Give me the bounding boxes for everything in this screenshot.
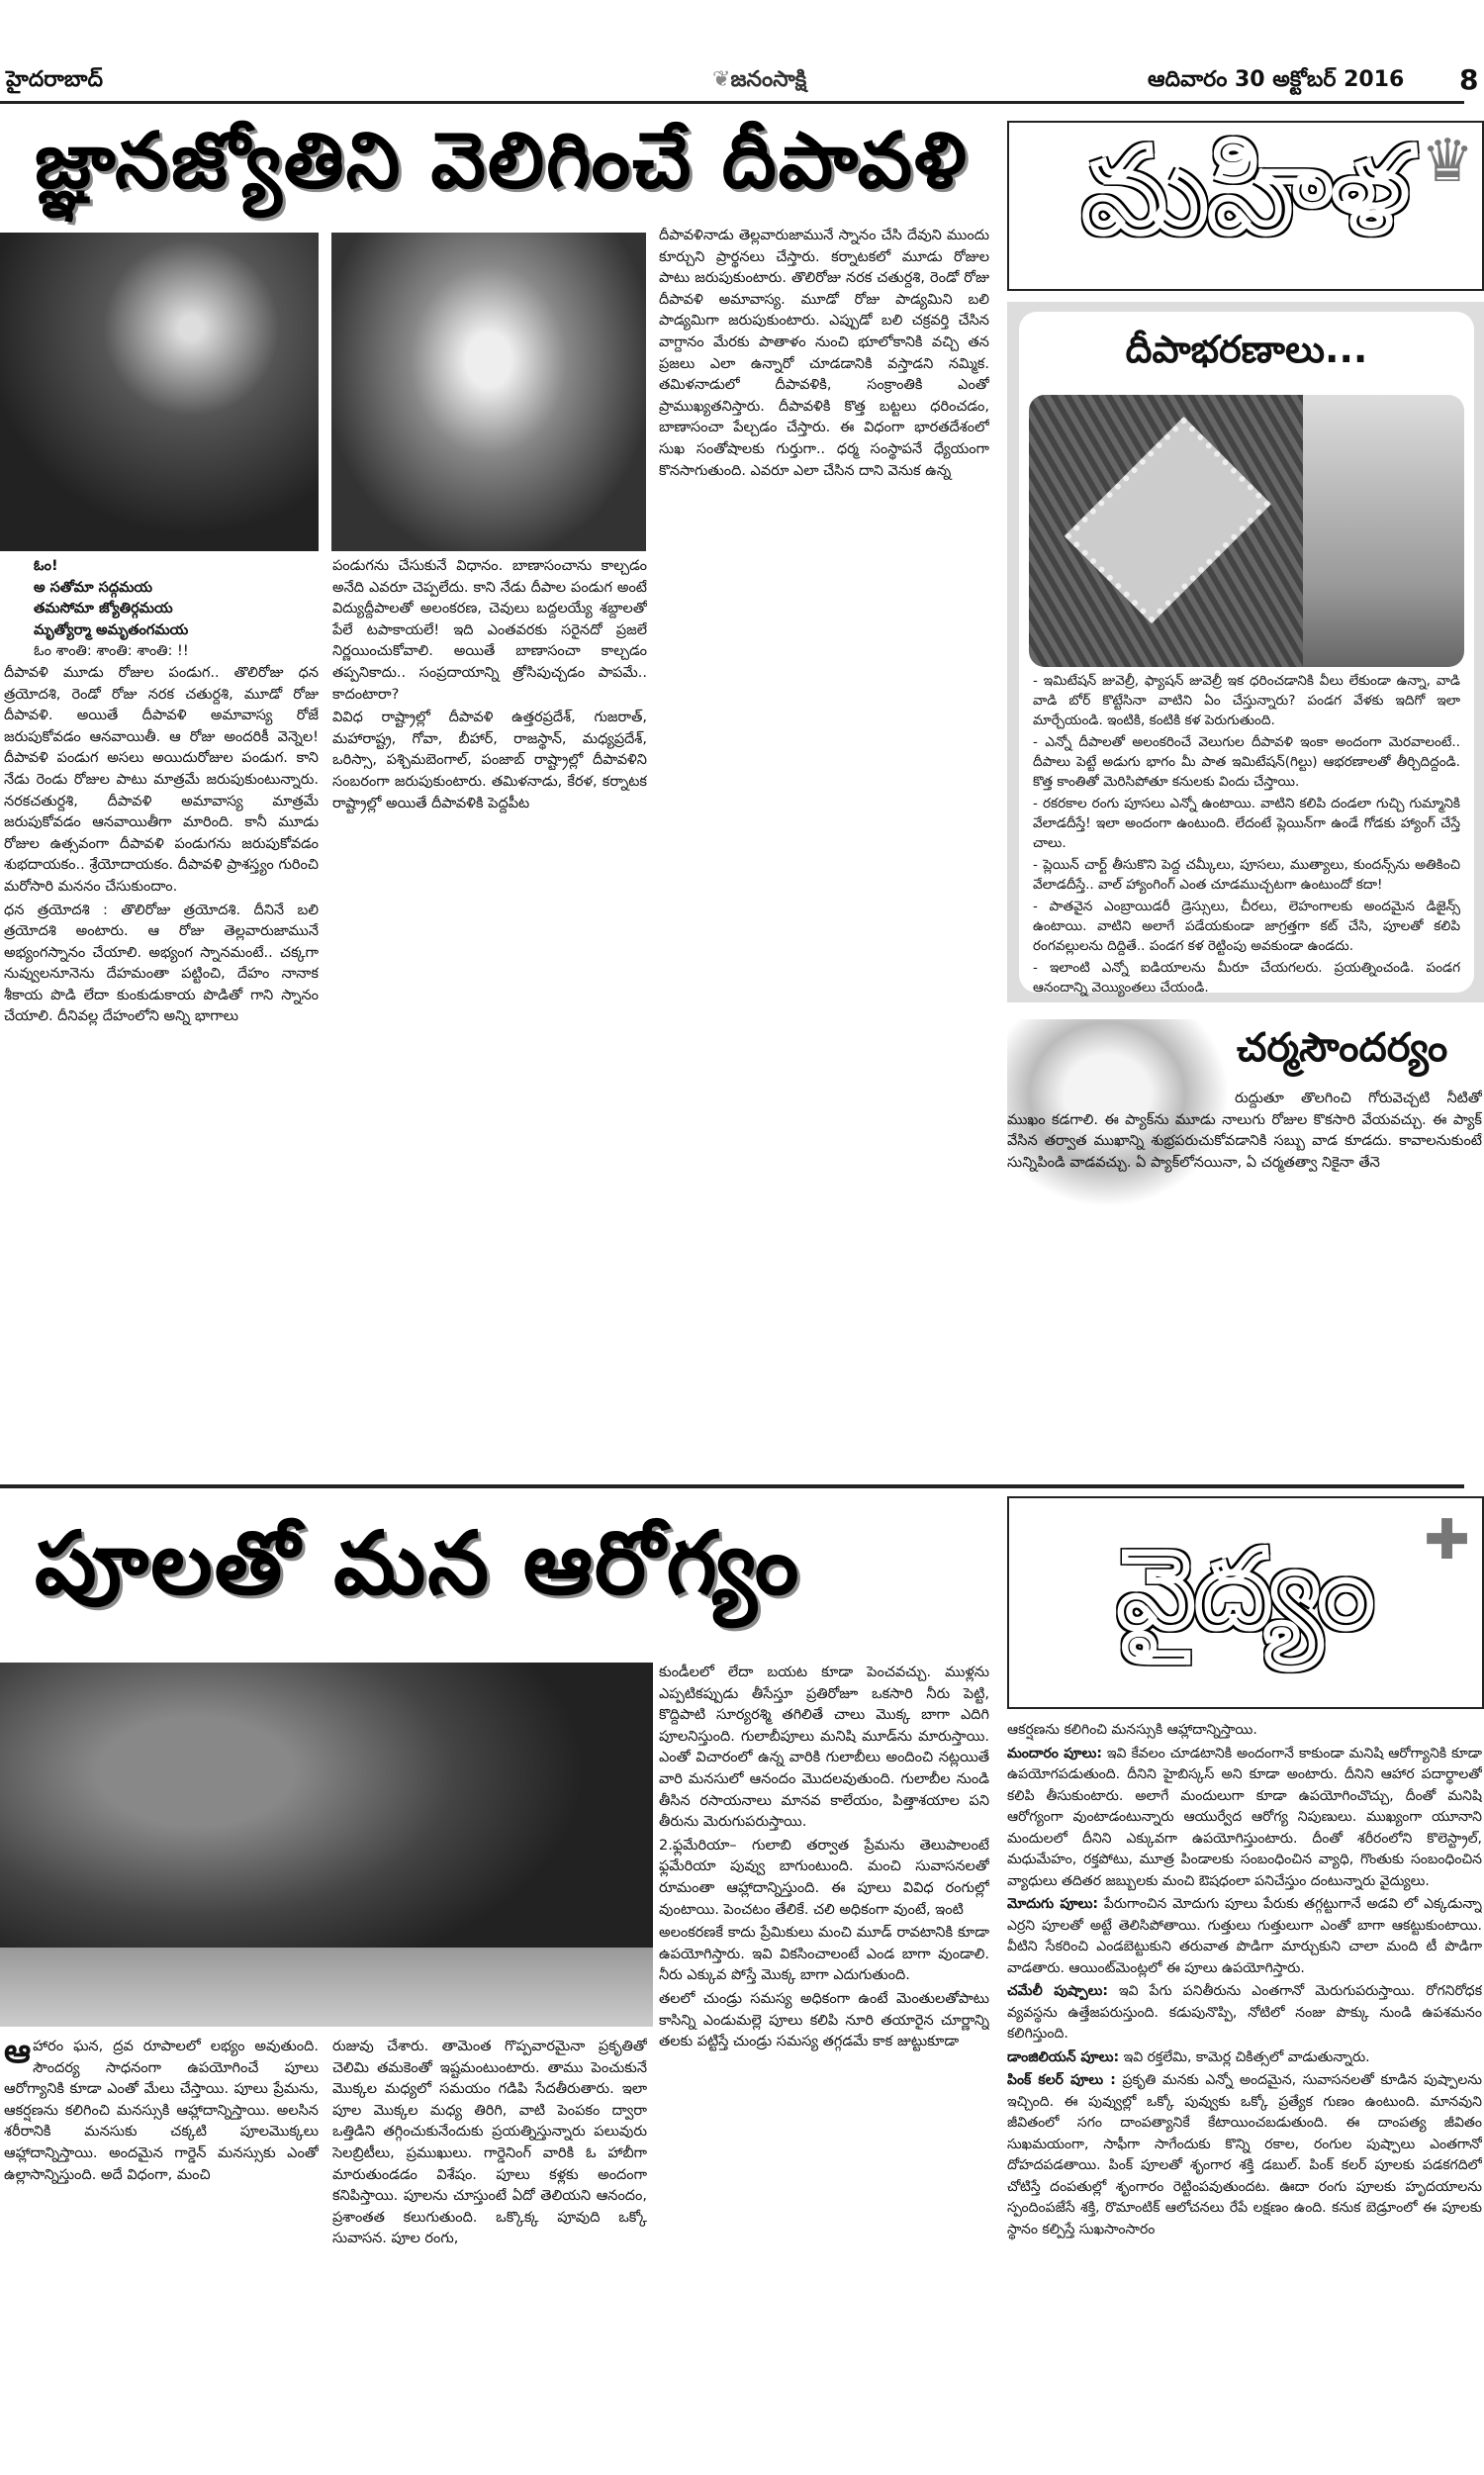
flower-item (1007, 2047, 1482, 2069)
bullet-item: - ఇలాంటి ఎన్నో ఐడియాలను మీరూ చేయగలరు. ప్రయత్నించండి. పండగ ఆనందాన్ని వెయ్యింతలు చేయండి. (1033, 960, 1460, 996)
paragraph: దీపావళినాడు తెల్లవారుజామునే స్నానం చేసి దేవుని ముందు కూర్చుని ప్రార్థనలు చేస్తారు. కర్నాటకలో మూడు రోజుల పాటు జరుపుకుంటారు. తొలిరోజు నరక చతుర్దశి, రెండో రోజు దీపావళి అమావాస్య. మూడో రోజు పాడ్యమిని బలి పాడ్యమిగా జరుపుకుంటారు. ఎప్పుడో బలి చక్రవర్తి చేసిన వాగ్దానం మేరకు పాతాళం నుంచి భూలోకానికి వచ్చి తన ప్రజలు ఎలా ఉన్నారో చూడడానికి వస్తాడని నమ్మిక. తమిళనాడులో దీపావళికి, సంక్రాంతికి ఎంతో ప్రాముఖ్యతనిస్తారు. దీపావళికి కొత్త బట్టలు ధరించడం, బాణాసంచా పేల్చడం చేస్తారు. ఈ విధంగా భారతదేశంలో సుఖ సంతోషాలకు గుర్తుగా.. ధర్మ సంస్థాపనే ధ్యేయంగా కొనసాగుతుంది. ఎవరూ ఎలా చేసిన దాని వెనుక ఉన్న (659, 228, 989, 479)
diwali-column-1 (4, 556, 319, 1467)
item-text: ఇవి పేగు పనితీరును ఎంతగానో మెరుగుపరుస్తాయి. రోగనిరోధక వ్యవస్థను ఉత్తేజపరుస్తుంది. కడుపునొప్పి, నోటిలో నంజు పొక్కు నుండి ఉపశమనం కలిగిస్తుంది. (1007, 1983, 1482, 2042)
paragraph: ధన త్రయోదశి : తొలిరోజు త్రయోదశి. దీనినే బలి త్రయోదశి అంటారు. ఆ రోజు తెల్లవారుజామునే అభ్యంగస్నానం చేయాలి. అభ్యంగ స్నానమంటే.. చక్కగా నువ్వులనూనెను దేహమంతా పట్టించి, దేహం నానాక శీకాయ పొడి లేదా కుంకుడుకాయ పొడితో గాని స్నానం చేయాలి. దీనివల్ల దేహంలోని అన్ని భాగాలు (4, 902, 319, 1025)
skin-text: రుద్దుతూ తొలగించి గోరువెచ్చటి నీటితో ముఖం కడగాలి. ఈ ప్యాక్‌ను మూడు నాలుగు రోజుల కొకసారి వేయవచ్చు. ఈ ప్యాక్ వేసిన తర్వాత ముఖాన్ని శుభ్రపరుచుకోవడానికి సబ్బు వాడ కూడదు. కావాలనుకుంటే సున్నిపిండి వాడవచ్చు. ఏ ప్యాక్‌లోనయినా, ఏ చర్మతత్వా నికైనా తేనె (1007, 1091, 1482, 1171)
verse-line: మృత్యోర్మా అమృతంగమయ (34, 621, 189, 638)
flowers-headline: పూలతో మన ఆరోగ్యం (35, 1512, 801, 1614)
bullet-item: - ఇమిటేషన్ జువెల్రీ, ఫ్యాషన్ జువెల్రీ ఇక ధరించడానికి వీలు లేకుండా ఉన్నా, వాడి వాడి బోర్ కొట్టేసినా వాటిని ఏం చేస్తున్నారు? పండగ వేళకు ఇదిగో ఇలా మార్చేయండి. ఇంటికి, కంటికి కళ పెరుగుతుంది. (1033, 673, 1460, 728)
flower-item (1007, 1981, 1482, 2046)
bullet-item: - రకరకాల రంగు పూసలు ఎన్నో ఉంటాయి. వాటిని కలిపి దండలా గుచ్చి గుమ్మానికి వేలాడదీస్తే! ఇలా అందంగా ఉంటుంది. లేదంటే ప్లెయిన్‌గా ఉండే గోడకు హ్యాంగ్ చేస్తే చాలు. (1033, 796, 1460, 851)
paragraph (659, 1836, 989, 1921)
bullet-item: - ప్లెయిన్ చార్ట్ తీసుకొని పెద్ద చమ్కీలు, పూసలు, ముత్యాలు, కుందన్స్‌ను అతికించి వేలాడదీస్తే.. వాల్ హ్యాంగింగ్ ఎంత చూడముచ్చటగా ఉంటుందో కదా! (1033, 857, 1460, 893)
item-text: ఇవి రక్తలేమి, కామెర్ల చికిత్సలో వాడుతున్నారు. (1123, 2048, 1370, 2065)
paragraph: కుండీలలో లేదా బయట కూడా పెంచవచ్చు. ముళ్లను ఎప్పటికప్పుడు తీసేస్తూ ప్రతిరోజూ ఒకసారి నీరు పెట్టి, కొద్దిపాటి సూర్యరశ్మి తగిలితే చాలు మొక్క బాగా ఎదిగి పూలనిస్తుంది. గులాబీపూలు మనిషి మూడ్‌ను మారుస్తాయి. ఎంతో విచారంలో ఉన్న వారికి గులాబీలు అందించి నట్లయితే వారి మనసులో ఆనందం మొదలవుతుంది. గులాబీల నుండి తీసిన రసాయనాలు మానవ కాలేయం, పిత్తాశయాల పని తీరును మెరుగుపరుస్తాయి. (659, 1665, 989, 1831)
item-text: ప్రకృతి మనకు ఎన్నో అందమైన, సువాసనలతో కూడిన పుష్పాలను ఇచ్చింది. ఈ పువ్వుల్లో ఒక్కో పువ్వుకు ఒక్కో ప్రత్యేక గుణం ఉంటుంది. మానవుని జీవితంలో సగం దాంపత్యానికే కేటాయించబడుతుంది. ఈ దాంపత్య జీవితం సుఖమయంగా, సాఫీగా సాగేందుకు కొన్ని రకాల, రంగుల పుష్పాలు ఎంతగానో దోహదపడతాయి. పింక్ పూలతో శృంగార శక్తి డబుల్. పింక్ కలర్ పూలకు పడకగదిలో చోటిస్తే దంపతుల్లో శృంగారం రెట్టింపవుతుందట. ఊదా రంగు పూలకు హృదయాలను స్పందింపజేసే శక్తి, రొమాంటిక్ ఆలోచనలు రేపే లక్షణం ఉంది. కనుక బెడ్రూంలో ఈ పూలకు స్థానం కల్పిస్తే సుఖసాంసారం (1007, 2072, 1482, 2237)
paragraph: వివిధ రాష్ట్రాల్లో దీపావళి ఉత్తరప్రదేశ్, గుజరాత్, మహారాష్ట్ర, గోవా, బీహార్, రాజస్థాన్, మధ్యప్రదేశ్, ఒరిస్సా, పశ్చిమబెంగాల్, పంజాబ్ రాష్ట్రాల్లో దీపావళిని సంబరంగా జరుపుకుంటారు. తమిళనాడు, కేరళ, కర్నాటక రాష్ట్రాల్లో అయితే దీపావళికి పెద్దపీట (332, 710, 647, 811)
paragraph: దీపావళి మూడు రోజుల పండుగ.. తొలిరోజు ధన త్రయోదశి, రెండో రోజు నరక చతుర్దశి, మూడో రోజు దీపావళి. అయితే దీపావళి అమావాస్య రోజే జరుపుకోవడం ఆనవాయితీ. ఆ రోజు అందరికీ వెన్నెల! దీపావళి పండుగ అసలు అయిదురోజుల పండుగ. కాని నేడు రెండు రోజుల పాటు మాత్రమే జరుపుకుంటున్నారు. నరకచతుర్దశి, దీపావళి అమావాస్య మాత్రమే జరుపుకోవడం ఆనవాయితీగా మారింది. కానీ మూడు రోజుల ఉత్సవంగా దీపావళి పండుగను జరుపుకోవడం శుభదాయకం.. శ్రేయోదాయకం. దీపావళి ప్రాశస్త్యం గురించి మరోసారి మననం చేసుకుందాం. (4, 664, 319, 895)
deepabharanalu-heading: దీపాభరణాలు... (1125, 328, 1368, 371)
vaidyam-text (1007, 1720, 1482, 2472)
flower-item (1007, 2070, 1482, 2240)
flowers-column-1 (4, 2037, 319, 2472)
verse-line: అ సతోమా సద్గమయ (34, 579, 153, 596)
verse-line: ఓం! (34, 558, 58, 574)
item-text: పేరుగాంచిన మోదుగు పూలు పేరుకు తగ్గట్టుగానే అడవి లో ఎక్కడున్నా ఎర్రని పూలతో అట్టే తెలిసిపోతాయి. గుత్తులు గుత్తులుగా ఎంతో బాగా ఆకట్టుకుంటాయి. వీటిని సేకరించి ఎండబెట్టుకుని తరువాత పొడిగా మార్చుకుని చాలా మంది టీ పొడిగా వాడతారు. ఆయింట్‌మెంట్లలో ఈ పూలు ఉపయోగిస్తారు. (1007, 1896, 1482, 1976)
header-rule (0, 101, 1464, 104)
paragraph: పండుగను చేసుకునే విధానం. బాణాసంచాను కాల్చడం అనేది ఎవరూ చెప్పలేదు. కాని నేడు దీపాల పండుగ అంటే విద్యుద్దీపాలతో అలంకరణ, చెవులు బద్దలయ్యే శబ్దాలతో పేలే టపాకాయలే! ఇది ఎంతవరకు సరైనదో ప్రజలే నిర్ణయించుకోవాలి. అయితే బాణాసంచా కాల్చడం తప్పనికాదు.. సంప్రదాయాన్ని త్రోసిపుచ్చడం పాపమే.. కాదంటారా? (332, 558, 647, 703)
paragraph: హారం ఘన, ద్రవ రూపాలలో లభ్యం అవుతుంది. సౌందర్య సాధనంగా ఉపయోగించే పూలు ఆరోగ్యానికి కూడా ఎంతో మేలు చేస్తాయి. పూలు ప్రేమను, ఆకర్షణను కలిగించి మనస్సుకి ఆహ్లాదాన్నిస్తాయి. అలసిన శరీరానికి మనసుకు చక్కటి పూలమొక్కలు ఆహ్లాదాన్నిస్తాయి. అందమైన గార్డెన్ మనస్సుకు ఎంతో ఉల్లాసాన్నిస్తుంది. అదే విధంగా, మంచి (4, 2039, 319, 2183)
page-number: 8 (1459, 63, 1479, 96)
item-title: మోదుగు పూలు: (1007, 1896, 1099, 1912)
item-title: మందారం పూలు: (1007, 1745, 1102, 1761)
item-text: ఇవి కేవలం చూడటానికి అందంగానే కాకుండా మనిషి ఆరోగ్యానికి కూడా ఉపయోగపడుతుంది. దీనిని హైబిస్కస్ అని కూడా అంటారు. దీనిని ఆహార పదార్థాలతో కలిపి తీసుకుంటారు. అలాగే మందులుగా కూడా ఉపయోగించొచ్చు, దీంతో మనిషి ఆరోగ్యంగా వుంటాడంటున్నారు ఆయుర్వేద ఆరోగ్య నిపుణులు. ముఖ్యంగా యూనాని మందులలో దీనిని ఎక్కువగా ఉపయోగిస్తుంటారు. దీంతో శరీరంలోని కొలెస్ట్రాల్, మధుమేహం, రక్తపోటు, మూత్ర పిండాలకు సంబంధించిన వ్యాధి, గొంతుకు సంబంధించిన వ్యాధులు తదితర జబ్బులకు మంచి ఔషధంలా పనిచేస్తుం దంటున్నారు వైద్యులు. (1007, 1745, 1482, 1889)
paper-name: జనంసాక్షి (730, 67, 807, 92)
paragraph: అలంకరణకే కాదు ప్రేమికులు మంచి మూడ్ రావటానికి కూడా ఉపయోగిస్తారు. ఇవి వికసించాలంటే ఎండ బాగా వుండాలి. నీరు ఎక్కువ పోస్తే మొక్క బాగా ఎదుగుతుంది. (659, 1925, 989, 1984)
item-title: చమేలీ పుష్పాలు: (1007, 1983, 1108, 1999)
item-title: పింక్ కలర్ పూలు : (1007, 2072, 1116, 2088)
flower-item (1007, 1744, 1482, 1893)
masthead-city: హైదరాబాద్ (6, 67, 103, 92)
bullet-item: - ఎన్నో దీపాలతో అలంకరించే వెలుగుల దీపావళి ఇంకా అందంగా మెరవాలంటే.. దీపాలు పెట్టే అడుగు భాగం మీ పాత ఇమిటేషన్(గిల్టు) ఆభరణాలతో తీర్చిదిద్దండి. కొత్త కాంతితో మెరిసిపోతూ కనులకు విందు చేస్తాయి. (1033, 734, 1460, 790)
verse-line: ఓం శాంతి: శాంతి: శాంతి: !! (34, 643, 189, 660)
diwali-column-3 (659, 226, 989, 1467)
lakshmi-diyas-image (331, 233, 646, 551)
mahila-logo-text: మహిళ (1082, 123, 1409, 260)
bullet-item: - పాతవైన ఎంబ్రాయిడరీ డ్రెస్సులు, చీరలు, లెహంగాలకు అందమైన డిజైన్స్ ఉంటాయి. వాటిని అలాగే పడేయకుండా జాగ్రత్తగా కట్ చేసి, పూలతో కలిపి రంగవల్లులను దిద్దితే.. పండగ కళ రెట్టింపు అవకుండా ఉండదు. (1033, 899, 1460, 954)
medical-kit-icon: ✚ (1424, 1508, 1470, 1572)
flowers-column-2: రుజువు చేశారు. తామెంత గొప్పవారమైనా ప్రకృతితో చెలిమి తమకెంతో ఇష్టమంటుంటారు. తాము పెంచుకునే మొక్కల మధ్యలో సమయం గడిపి సేదతీరుతారు. ఇలా పూల మొక్కల మధ్య తిరిగి, వాటి పెంపకం ద్వారా ఒత్తిడిని తగ్గించుకునేందుకు ప్రయత్నిస్తున్నారు పలువురు సెలబ్రిటీలు, ప్రముఖులు. గార్డెనింగ్ వారికి ఓ హాబీగా మారుతుండడం విశేషం. పూలు కళ్లకు అందంగా కనిపిస్తాయి. పూలను చూస్తుంటే ఏదో తెలియని ఆనందం, ప్రశాంతత కలుగుతుంది. ఒక్కొక్క పూవుది ఒక్కో సువాసన. పూల రంగు, (332, 2039, 647, 2247)
deepabharanalu-panel (1007, 302, 1484, 1002)
skin-heading: చర్మసౌందర్యం (1237, 1025, 1448, 1071)
section-rule (0, 1484, 1464, 1488)
vaidyam-logo-text: వైద్యం (1117, 1525, 1374, 1653)
mahila-section-logo (1007, 121, 1484, 291)
leaf-icon: ❦ (712, 67, 731, 92)
sanskrit-verse (4, 556, 319, 663)
item-title: డాంజిలియన్ పూలు: (1007, 2048, 1120, 2065)
vaidyam-section-logo (1007, 1496, 1484, 1709)
subsection-text: 2.ఫ్లమేరియా– గులాబి తర్వాత ప్రేమను తెలుపాలంటే ఫ్లమేరియా పువ్వు బాగుంటుంది. మంచి సువాసనలతో రూమంతా ఆహ్లాదాన్నిస్తుంది. ఈ పూలు వివిధ రంగుల్లో వుంటాయి. పెంచటం తేలికే. చలి అధికంగా వుంటే, ఇంటి (659, 1837, 989, 1918)
paragraph: ఆకర్షణను కలిగించి మనస్సుకి ఆహ్లాదాన్నిస్తాయి. (1007, 1722, 1257, 1738)
bell-hanging-image (1303, 395, 1464, 667)
garden-woman-image (0, 1663, 653, 2027)
jewelry-diya-image (1029, 395, 1303, 667)
crown-icon: ♛ (1421, 127, 1474, 196)
paragraph: తలలో చుండ్రు సమస్య అధికంగా ఉంటే మెంతులతోపాటు కాసిన్ని ఎండుమల్లె పూలు కలిపి నూరి తయారైన చూర్ణాన్ని తలకు పట్టిస్తే చుండ్రు సమస్య తగ్గడమే కాక జుట్టుకూడా (659, 1990, 989, 2050)
masthead-date: ఆదివారం 30 అక్టోబర్ 2016 (1148, 67, 1405, 92)
drop-cap: ఆ (4, 2037, 32, 2071)
verse-line: తమసోమా జ్యోతిర్గమయ (34, 601, 173, 618)
diwali-column-2 (332, 556, 647, 1467)
fireworks-image (0, 233, 319, 551)
diwali-headline: జ్ఞానజ్యోతిని వెలిగించే దీపావళి (35, 117, 969, 206)
masthead-paper-logo (712, 67, 806, 97)
flower-item (1007, 1894, 1482, 1979)
flowers-column-3 (659, 1663, 989, 2472)
